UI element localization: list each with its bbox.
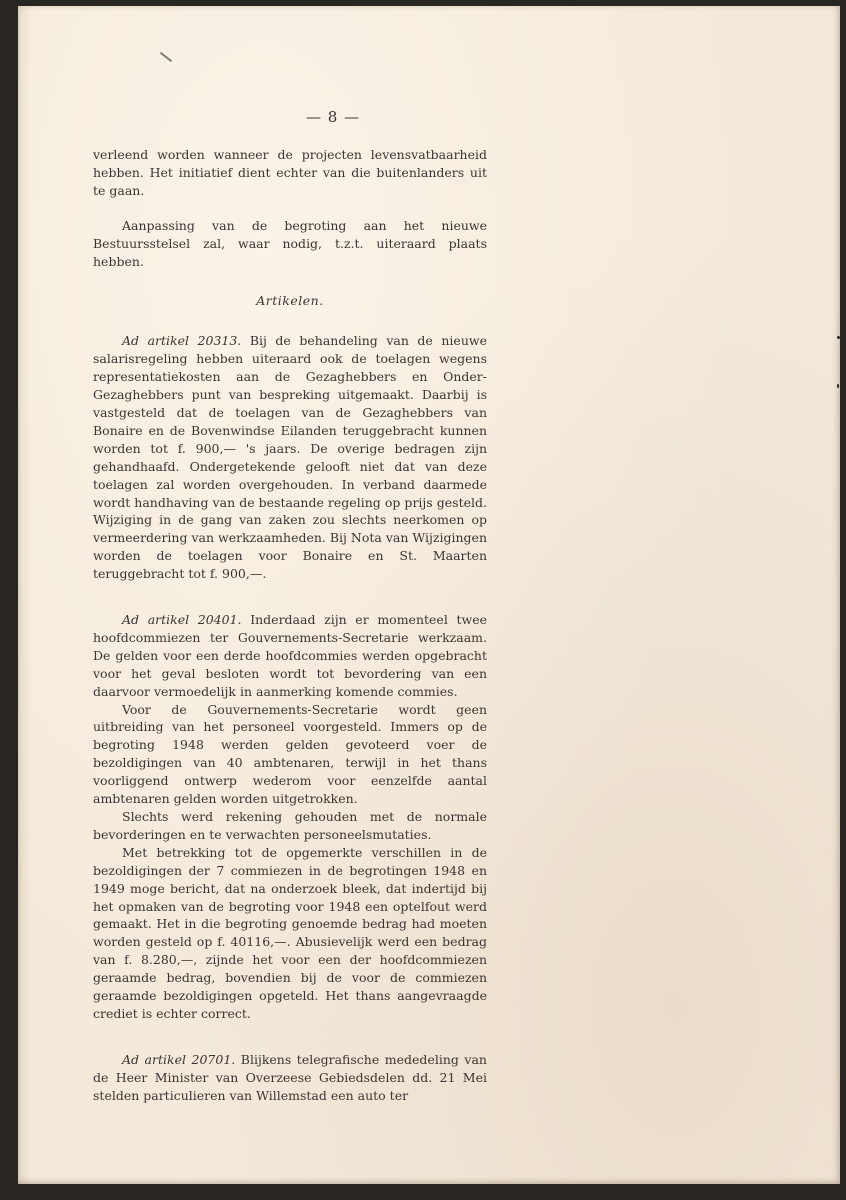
article-paragraph — [93, 611, 487, 701]
paragraph: Voor de Gouvernements-Secretarie wordt geen uitbreiding van het personeel voorgesteld. Immers op de begroting 1948 werden gelden gevoteerd voer de bezoldigingen van 40 ambtenaren, terwijl in het thans voorliggend ontwerp wederom voor eenzelfde aantal ambtenaren gelden worden uitgetrokken. — [93, 701, 487, 807]
paragraph: Aanpassing van de begroting aan het nieuwe Bestuursstelsel zal, waar nodig, t.z.t. uiteraard plaats hebben. — [93, 217, 487, 269]
paragraph: Met betrekking tot de opgemerkte verschillen in de bezoldigingen der 7 commiezen in de begrotingen 1948 en 1949 moge bericht, dat na onderzoek bleek, dat indertijd bij het opmaken van de begroting voor 1948 een optelfout werd gemaakt. Het in die begroting genoemde bedrag had moeten worden gesteld op f. 40116,—. Abusievelijk werd een bedrag van f. 8.280,—, zijnde het voor een der hoofdcommiezen geraamde bedrag, bovendien bij de voor de commiezen geraamde bezoldigingen opgeteld. Het thans aangevraagde crediet is echter correct. — [93, 844, 487, 1021]
article-label: Ad artikel 20701. — [122, 1051, 236, 1067]
section-heading: Artikelen. — [256, 293, 324, 309]
paper-speck — [837, 384, 839, 388]
article-text: Inderdaad zijn er momenteel twee hoofdcommiezen ter Gouvernements-Secretarie werkzaam. De gelden voor een derde hoofdcommies werden opgebracht voor het geval besloten wordt tot bevordering van een daarvoor vermoedelijk in aanmerking komende commies. — [93, 612, 487, 699]
article-paragraph — [93, 1051, 487, 1105]
article-label: Ad artikel 20401. — [122, 612, 242, 628]
article-label: Ad artikel 20313. — [122, 333, 242, 349]
paragraph: verleend worden wanneer de projecten levensvatbaarheid hebben. Het initiatief dient echter van die buitenlanders uit te gaan. — [93, 147, 487, 198]
paper-speck — [837, 336, 840, 339]
paper-mark — [160, 52, 172, 62]
document-page — [18, 6, 840, 1184]
body-text — [93, 146, 487, 1105]
page-number: — 8 — — [305, 108, 361, 126]
paragraph: Slechts werd rekening gehouden met de normale bevorderingen en te verwachten personeelsmutaties. — [93, 809, 487, 842]
article-text: Bij de behandeling van de nieuwe salarisregeling hebben uiteraard ook de toelagen wegens representatiekosten aan de Gezaghebbers en Onder-Gezaghebbers punt van bespreking uitgemaakt. Daarbij is vastgesteld dat de toelagen van de Gezaghebbers van Bonaire en de Bovenwindse Eilanden teruggebracht kunnen worden tot f. 900,— 's jaars. De overige bedragen zijn gehandhaafd. Ondergetekende gelooft niet dat van deze toelagen zal worden overgehouden. In verband daarmede wordt handhaving van de bestaande regeling op prijs gesteld. Wijziging in de gang van zaken zou slechts neerkomen op vermeerdering van werkzaamheden. Bij Nota van Wijzigingen worden de toelagen voor Bonaire en St. Maarten teruggebracht tot f. 900,—. — [93, 333, 487, 582]
article-text: Blijkens telegrafische mededeling van de Heer Minister van Overzeese Gebiedsdelen dd. 21 Mei stelden particulieren van Willemstad een auto ter — [93, 1051, 487, 1103]
article-paragraph — [93, 332, 487, 583]
